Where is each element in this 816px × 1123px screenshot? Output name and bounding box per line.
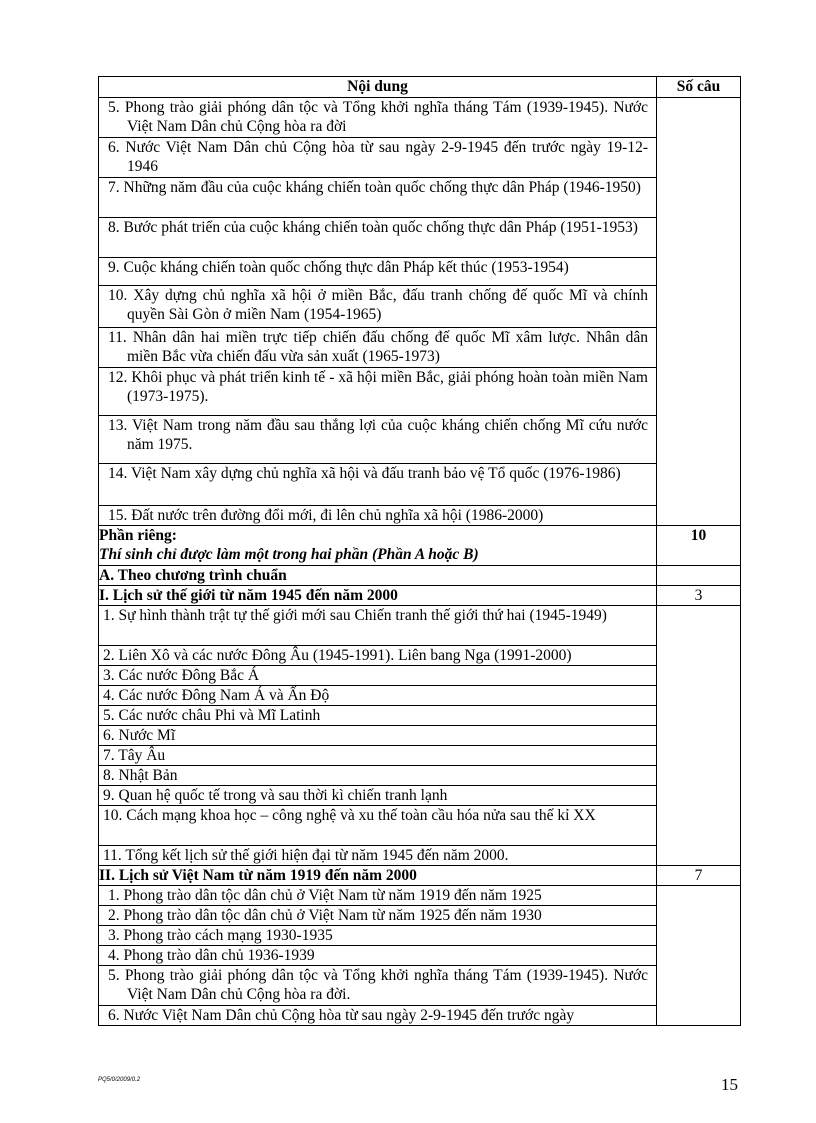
- list-item: 11. Nhân dân hai miền trực tiếp chiến đấu chống đế quốc Mĩ xâm lược. Nhân dân miền Bắc vừa chiến đấu vừa sản xuất (1965-1973): [108, 329, 648, 365]
- footer-code: PQ5/0/2009/0.2: [98, 1077, 141, 1083]
- syllabus-table: [98, 76, 741, 1026]
- table-row: [99, 786, 741, 806]
- list-item: 3. Các nước Đông Bắc Á: [103, 667, 260, 684]
- list-item: 12. Khôi phục và phát triển kinh tế - xã hội miền Bắc, giải phóng hoàn toàn miền Nam (1973-1975).: [108, 369, 648, 405]
- list-item: 11. Tổng kết lịch sử thế giới hiện đại từ năm 1945 đến năm 2000.: [103, 847, 509, 864]
- list-item: 5. Phong trào giải phóng dân tộc và Tổng khởi nghĩa tháng Tám (1939-1945). Nước Việt Nam Dân chủ Cộng hòa ra đời.: [108, 967, 648, 1003]
- table-row: [99, 806, 741, 846]
- table-row: [99, 416, 741, 464]
- list-item: 7. Những năm đầu của cuộc kháng chiến toàn quốc chống thực dân Pháp (1946-1950): [108, 179, 641, 196]
- table-row: [99, 464, 741, 506]
- table-row: [99, 746, 741, 766]
- table-row: [99, 886, 741, 906]
- phan-rieng-title: Phần riêng:: [99, 527, 177, 544]
- list-item: 10. Cách mạng khoa học – công nghệ và xu thế toàn cầu hóa nửa sau thế kỉ XX: [103, 807, 596, 824]
- section-a-title: A. Theo chương trình chuẩn: [99, 566, 657, 586]
- table-row: [99, 926, 741, 946]
- list-item: 8. Nhật Bản: [103, 767, 178, 784]
- phan-rieng-note: Thí sinh chỉ được làm một trong hai phần (Phần A hoặc B): [99, 546, 479, 563]
- table-row: [99, 1006, 741, 1026]
- count-cell-empty: [657, 98, 741, 526]
- table-row: [99, 138, 741, 178]
- table-row: [99, 646, 741, 666]
- list-item: 8. Bước phát triển của cuộc kháng chiến toàn quốc chống thực dân Pháp (1951-1953): [108, 219, 638, 236]
- list-item: 2. Liên Xô và các nước Đông Âu (1945-1991). Liên bang Nga (1991-2000): [103, 647, 572, 664]
- list-item: 6. Nước Việt Nam Dân chủ Cộng hòa từ sau ngày 2-9-1945 đến trước ngày: [108, 1007, 575, 1024]
- vietnam-count: 7: [657, 866, 741, 886]
- table-row: [99, 686, 741, 706]
- list-item: 1. Phong trào dân tộc dân chủ ở Việt Nam từ năm 1919 đến năm 1925: [108, 887, 542, 904]
- list-item: 10. Xây dựng chủ nghĩa xã hội ở miền Bắc, đấu tranh chống đế quốc Mĩ và chính quyền Sài Gòn ở miền Nam (1954-1965): [108, 287, 648, 323]
- list-item: 14. Việt Nam xây dựng chủ nghĩa xã hội và đấu tranh bảo vệ Tổ quốc (1976-1986): [108, 465, 621, 482]
- vietnam-section-title: II. Lịch sử Việt Nam từ năm 1919 đến năm 2000: [99, 866, 657, 886]
- list-item: 3. Phong trào cách mạng 1930-1935: [108, 927, 333, 944]
- count-cell-empty: [657, 606, 741, 866]
- table-row: [99, 526, 741, 566]
- table-row: [99, 368, 741, 416]
- table-row: [99, 586, 741, 606]
- table-row: [99, 566, 741, 586]
- phan-rieng-count: 10: [657, 526, 741, 566]
- count-cell-empty: [657, 886, 741, 1026]
- table-row: [99, 706, 741, 726]
- table-body: [99, 98, 741, 1026]
- table-row: [99, 726, 741, 746]
- table-header-row: [99, 77, 741, 98]
- list-item: 15. Đất nước trên đường đổi mới, đi lên chủ nghĩa xã hội (1986-2000): [108, 507, 544, 524]
- list-item: 6. Nước Mĩ: [103, 727, 176, 744]
- list-item: 4. Phong trào dân chủ 1936-1939: [108, 947, 315, 964]
- page-number: 15: [721, 1075, 738, 1094]
- list-item: 13. Việt Nam trong năm đầu sau thắng lợi của cuộc kháng chiến chống Mĩ cứu nước năm 1975.: [108, 417, 648, 453]
- table-row: [99, 258, 741, 286]
- table-row: [99, 178, 741, 218]
- table-row: [99, 286, 741, 328]
- table-row: [99, 906, 741, 926]
- table-row: [99, 846, 741, 866]
- table-row: [99, 946, 741, 966]
- header-count: Số câu: [657, 77, 741, 98]
- list-item: 5. Các nước châu Phi và Mĩ Latinh: [103, 707, 321, 724]
- list-item: 9. Cuộc kháng chiến toàn quốc chống thực dân Pháp kết thúc (1953-1954): [108, 259, 569, 276]
- list-item: 7. Tây Âu: [103, 747, 166, 764]
- count-cell-empty: [657, 566, 741, 586]
- table-row: [99, 766, 741, 786]
- section-phan-rieng: [99, 526, 657, 566]
- list-item: 9. Quan hệ quốc tế trong và sau thời kì chiến tranh lạnh: [103, 787, 448, 804]
- world-count: 3: [657, 586, 741, 606]
- header-content: Nội dung: [99, 77, 657, 98]
- list-item: 5. Phong trào giải phóng dân tộc và Tổng khởi nghĩa tháng Tám (1939-1945). Nước Việt Nam Dân chủ Cộng hòa ra đời: [108, 99, 648, 135]
- table-row: [99, 98, 741, 138]
- table-row: [99, 866, 741, 886]
- table-row: [99, 218, 741, 258]
- list-item: 1. Sự hình thành trật tự thế giới mới sau Chiến tranh thế giới thứ hai (1945-1949): [103, 607, 607, 624]
- list-item: 2. Phong trào dân tộc dân chủ ở Việt Nam từ năm 1925 đến năm 1930: [108, 907, 542, 924]
- list-item: 6. Nước Việt Nam Dân chủ Cộng hòa từ sau ngày 2-9-1945 đến trước ngày 19-12-1946: [108, 139, 648, 175]
- table-row: [99, 506, 741, 526]
- world-section-title: I. Lịch sử thế giới từ năm 1945 đến năm 2000: [99, 586, 657, 606]
- table-row: [99, 606, 741, 646]
- table-row: [99, 666, 741, 686]
- list-item: 4. Các nước Đông Nam Á và Ấn Độ: [103, 687, 330, 704]
- table-row: [99, 328, 741, 368]
- table-row: [99, 966, 741, 1006]
